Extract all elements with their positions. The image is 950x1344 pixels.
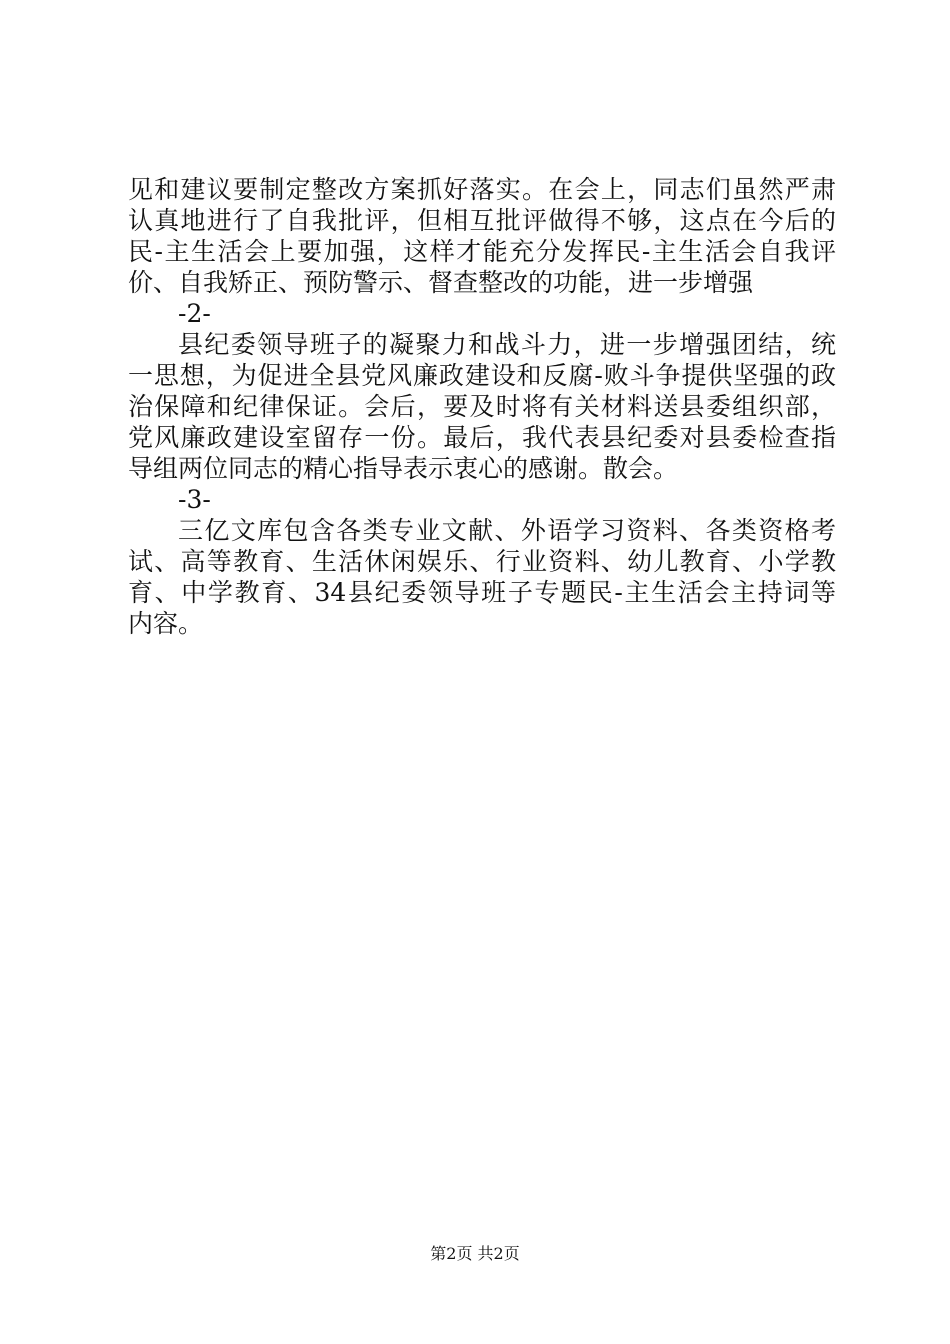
page-number-label: 第2页 共2页 [430, 1244, 520, 1263]
document-body [128, 174, 836, 639]
paragraph-1-line: 认真地进行了自我批评，但相互批评做得不够，这点在今后的 [128, 206, 836, 235]
paragraph-1-line: 民-主生活会上要加强，这样才能充分发挥民-主生活会自我评 [128, 237, 836, 266]
page-marker-2: -2- [178, 299, 211, 328]
paragraph-2-line: 治保障和纪律保证。会后，要及时将有关材料送县委组织部， [128, 392, 836, 421]
paragraph-2-line: 导组两位同志的精心指导表示衷心的感谢。散会。 [128, 454, 679, 483]
paragraph-2-line: 一思想，为促进全县党风廉政建设和反腐-败斗争提供坚强的政 [128, 361, 836, 390]
paragraph-3-line: 内容。 [128, 609, 204, 638]
paragraph-2-line: 党风廉政建设室留存一份。最后，我代表县纪委对县委检查指 [128, 423, 836, 452]
page-footer [0, 1244, 950, 1264]
paragraph-2 [128, 329, 836, 484]
paragraph-1 [128, 174, 836, 298]
page-marker-3: -3- [178, 485, 211, 514]
paragraph-3 [128, 515, 836, 639]
paragraph-3-line: 试、高等教育、生活休闲娱乐、行业资料、幼儿教育、小学教 [128, 547, 836, 576]
paragraph-2-line: 县纪委领导班子的凝聚力和战斗力，进一步增强团结，统 [178, 330, 836, 359]
paragraph-1-line: 见和建议要制定整改方案抓好落实。在会上，同志们虽然严肃 [128, 175, 836, 204]
paragraph-1-line: 价、自我矫正、预防警示、督查整改的功能，进一步增强 [128, 268, 754, 297]
paragraph-3-line: 育、中学教育、34县纪委领导班子专题民-主生活会主持词等 [128, 578, 836, 607]
paragraph-3-line: 三亿文库包含各类专业文献、外语学习资料、各类资格考 [178, 516, 836, 545]
